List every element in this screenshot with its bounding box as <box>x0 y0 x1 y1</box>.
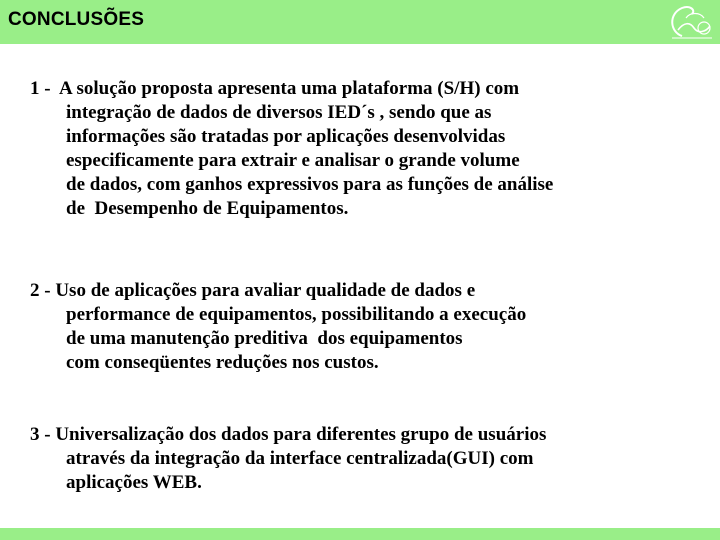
footer-bar <box>0 528 720 540</box>
conclusion-1-line-3: informações são tratadas por aplicações desenvolvidas <box>66 126 506 147</box>
conclusion-2-line-1: 2 - Uso de aplicações para avaliar qualidade de dados e <box>30 280 476 301</box>
conclusion-3-line-1: 3 - Universalização dos dados para diferentes grupo de usuários <box>30 424 547 445</box>
conclusion-2-line-4: com conseqüentes reduções nos custos. <box>66 352 379 373</box>
conclusion-1-line-4: especificamente para extrair e analisar o grande volume <box>66 150 520 171</box>
conclusion-1-line-6: de Desempenho de Equipamentos. <box>66 198 349 219</box>
conclusion-3-line-2: através da integração da interface centralizada(GUI) com <box>66 448 534 469</box>
conclusion-2-line-2: performance de equipamentos, possibilitando a execução <box>66 304 527 325</box>
conclusion-1-line-5: de dados, com ganhos expressivos para as funções de análise <box>66 174 554 195</box>
conclusion-2-line-3: de uma manutenção preditiva dos equipamentos <box>66 328 463 349</box>
conclusion-3-line-3: aplicações WEB. <box>66 472 202 493</box>
page-title: CONCLUSÕES <box>8 9 145 30</box>
conclusion-1-line-1: 1 - A solução proposta apresenta uma plataforma (S/H) com <box>30 78 520 99</box>
conclusion-1-line-2: integração de dados de diversos IED´s , sendo que as <box>66 102 492 123</box>
